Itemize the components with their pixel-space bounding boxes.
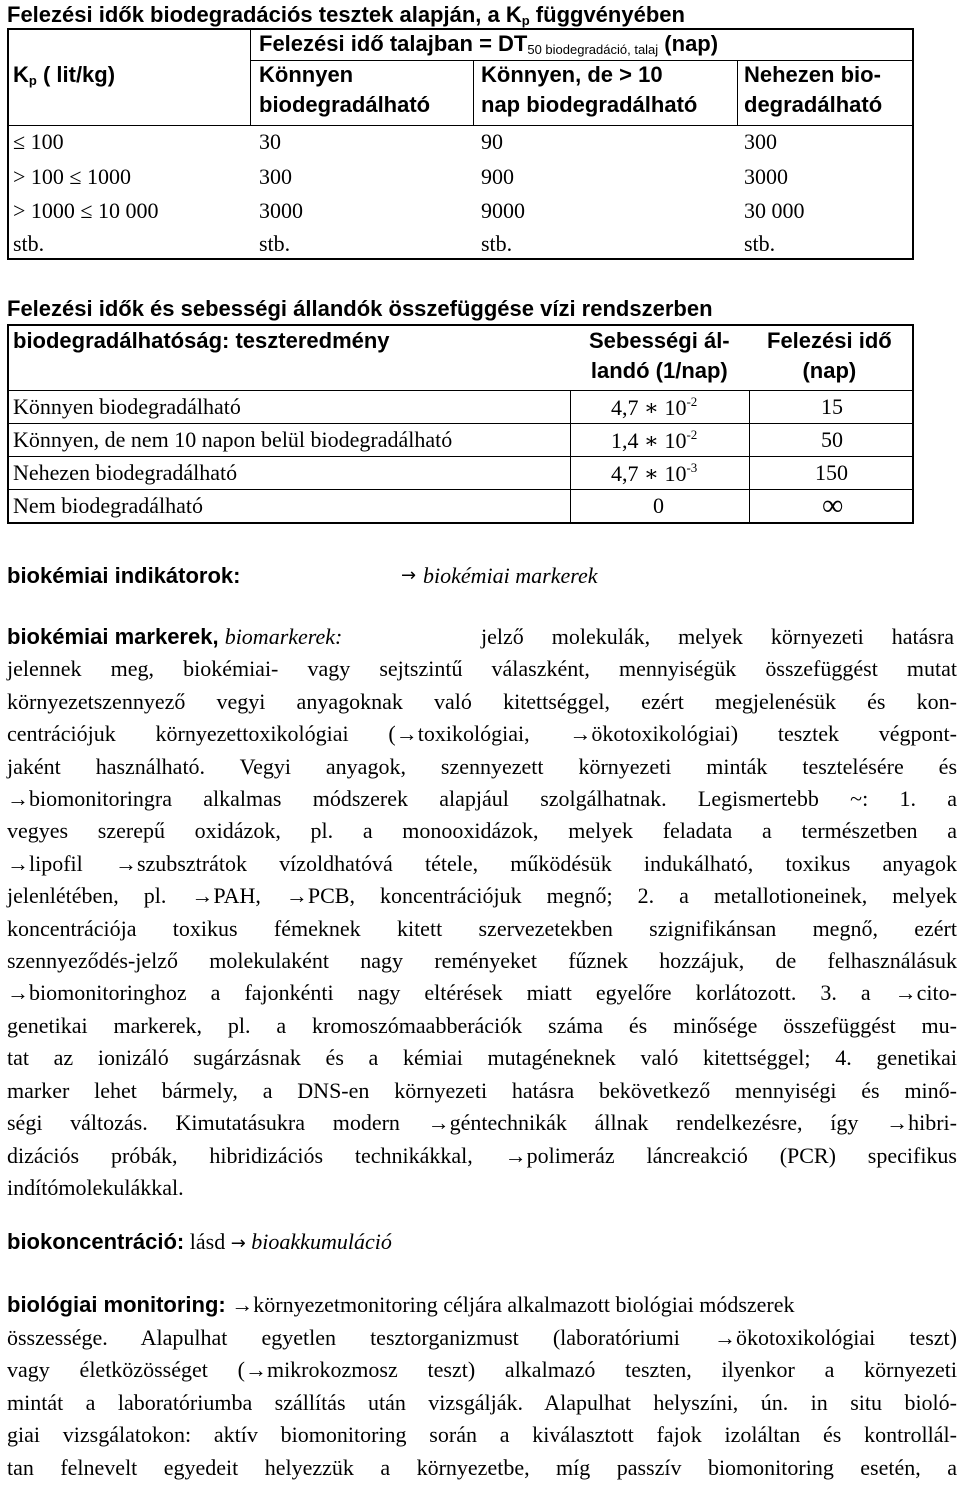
text-line: genetikai markerek, pl. a kromoszómaabberációk száma és minősége összefüggést mu- [7, 1012, 957, 1038]
text-line: tan felnevelt egyedeit helyezzük a környezetbe, míg passzív biomonitoring esetén, a [7, 1454, 957, 1480]
text-line: mintát a laboratóriumba szállítás után vizsgálják. Alapulhat helyszíni, ún. in situ bioló- [7, 1389, 957, 1415]
text-line: marker lehet bármely, a DNS-en környezeti hatásra bekövetkező mennyiségi és minő- [7, 1077, 957, 1103]
text-line: vegyes szerepű oxidázok, pl. a monooxidázok, melyek feladata a természetben a [7, 818, 957, 844]
text-line: dizációs próbák, hibridizációs technikákkal, →polimeráz láncreakció (PCR) specifikus [7, 1142, 957, 1168]
text-line: koncentrációja toxikus fémeknek kitett szervezetekben szignifikánsan megnő, ezért [7, 915, 957, 941]
table2-col1-header: Sebességi ál- landó (1/nap) [589, 328, 730, 383]
section1-title: Felezési idők biodegradációs tesztek alapján, a $K_p$ függvényében [7, 2, 685, 28]
table1-cell: 900 [481, 164, 514, 189]
table2-row-label: Könnyen biodegradálható [13, 394, 241, 419]
text-line: vagy életközösséget (→mikrokozmosz teszt) alkalmazó teszten, ilyenkor a környezeti [7, 1357, 957, 1383]
table-rate-constants [7, 324, 914, 524]
text-line: biológiai monitoring: →környezetmonitoring céljára alkalmazott biológiai módszerek [7, 1292, 795, 1317]
table1-cell: > 100 ≤ 1000 [13, 164, 131, 189]
text-line: tat az ionizáló sugárzásnak és a kémiai mutagéneknek való kitettséggel; 4. genetikai [7, 1045, 957, 1071]
table2-col0-header: biodegradálhatóság: teszteredmény [13, 328, 390, 353]
table2-rate: 4,7 ∗ $10^{-2}$ [611, 394, 698, 420]
table1-cell: 90 [481, 129, 503, 154]
text-line: szennyeződés-jelző molekulaként nagy reményeket fűznek hozzájuk, de felhasználásuk [7, 948, 957, 974]
table1-header-span: Felezési idő talajban = $DT_{50 biodegradáció, talaj}$ (nap) [259, 31, 719, 57]
table1-cell: 3000 [744, 164, 788, 189]
table2-half: ∞ [822, 489, 844, 522]
text-line: összessége. Alapulhat egyetlen tesztorganizmust (laboratóriumi →ökotoxikológiai teszt) [7, 1324, 957, 1350]
table1-cell: stb. [259, 231, 291, 256]
table2-row-label: Nehezen biodegradálható [13, 460, 238, 485]
text-line: jelennek meg, biokémiai- vagy sejtszintű válaszként, mennyiségük összefüggést mutat [7, 656, 957, 682]
text-line: →lipofil →szubsztrátok vízoldhatóvá tétele, működésük indukálható, toxikus anyagok [7, 850, 957, 876]
text-line: biokémiai markerek, biomarkerek: jelző molekulák, melyek környezeti hatásra [7, 624, 954, 649]
table1-col1-header: Könnyen biodegradálható [259, 62, 431, 117]
table2-rate: 4,7 ∗ $10^{-3}$ [611, 460, 698, 486]
table2-row-label: Nem biodegradálható [13, 493, 203, 518]
table1-cell: 30 000 [744, 198, 805, 223]
section2-title: Felezési idők és sebességi állandók összefüggése vízi rendszerben [7, 296, 713, 321]
table2-half: 50 [821, 427, 843, 452]
text-line: jaként használható. Vegyi anyagok, szennyezett környezeti minták tesztelésére és [7, 753, 957, 779]
table1-col3-header: Nehezen bio- degradálható [744, 62, 883, 117]
table1-col0-header: $K_p$ ( lit/kg) [13, 62, 116, 88]
table1-cell: 9000 [481, 198, 525, 223]
table-kp-half-life [7, 28, 914, 260]
table1-cell: 30 [259, 129, 281, 154]
entry-term: biokémiai indikátorok: [7, 563, 241, 588]
table2-col2-header: Felezési idő (nap) [767, 328, 892, 383]
text-line: →biomonitoringhoz a fajonkénti nagy eltérések miatt egyelőre korlátozott. 3. a →cito- [7, 980, 957, 1006]
entry-see: biokémiai markerek [423, 563, 598, 588]
text-line: környezetszennyező vegyi anyagoknak való kitettséggel, ezért megjelenésük és kon- [7, 688, 957, 714]
text-line: jelenlétében, pl. →PAH, →PCB, koncentrációjuk megnő; 2. a metallotioneinek, melyek [7, 883, 957, 909]
entry-term: biokoncentráció: [7, 1229, 185, 1254]
entry-biokoncentracio: biokoncentráció: lásd → bioakkumuláció [7, 1229, 392, 1254]
table1-cell: 300 [259, 164, 292, 189]
table1-cell: 300 [744, 129, 777, 154]
table1-cell: stb. [744, 231, 776, 256]
text-line: indítómolekulákkal. [7, 1174, 184, 1200]
table1-cell: stb. [481, 231, 513, 256]
entry-indikatorok [7, 560, 907, 592]
table2-row-label: Könnyen, de nem 10 napon belül biodegradálható [13, 427, 453, 452]
table2-rate: 0 [653, 493, 664, 518]
entry-markerek [7, 621, 957, 1204]
entry-monitoring [7, 1289, 957, 1485]
table1-cell: ≤ 100 [13, 129, 64, 154]
table1-cell: 3000 [259, 198, 303, 223]
text-line: giai vizsgálatokon: aktív biomonitoring során a kiválasztott fajok izoláltan és kontrollál- [7, 1422, 957, 1448]
text-line: →biomonitoringra alkalmas módszerek alapjául szolgálhatnak. Legismertebb ~: 1. a [7, 786, 957, 812]
text-line: centrációjuk környezettoxikológiai (→toxikológiai, →ökotoxikológiai) tesztek végpont- [7, 721, 957, 747]
table1-cell: stb. [13, 231, 45, 256]
table1-col2-header: Könnyen, de > 10 nap biodegradálható [481, 62, 698, 117]
table2-rate: 1,4 ∗ $10^{-2}$ [611, 427, 698, 453]
text-line: ségi változás. Kimutatásukra modern →géntechnikák állnak rendelkezésre, így →hibri- [7, 1110, 957, 1136]
arrow-icon: → [230, 1233, 246, 1254]
arrow-icon: → [401, 565, 417, 586]
table2-half: 150 [815, 460, 848, 485]
table1-cell: > 1000 ≤ 10 000 [13, 198, 159, 223]
table2-half: 15 [821, 394, 843, 419]
entry-see: bioakkumuláció [251, 1229, 392, 1254]
